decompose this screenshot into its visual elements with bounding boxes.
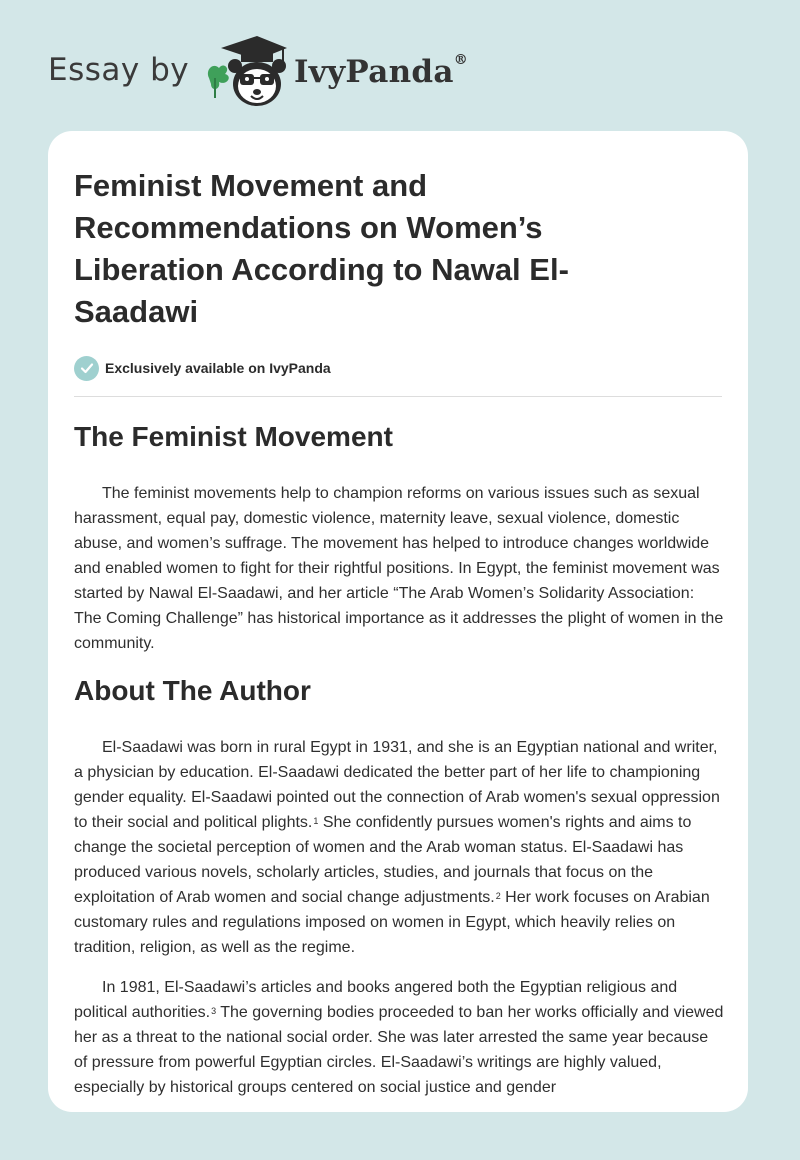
panda-logo-icon[interactable] [203, 34, 289, 110]
paragraph-author-arrest: In 1981, El-Saadawi’s articles and books angered both the Egyptian religious and political authorities.$^3$ The governing bodies proceeded to ban her works officially and viewed her as a threat to the national social order. She was later arrested the same year because of pressure from powerful Egyptian circles. El-Saadawi’s writings are highly valued, especially by historical groups centered on social justice and gender [74, 979, 724, 1096]
exclusive-notice [74, 355, 722, 381]
essay-by-label: Essay by [48, 52, 190, 88]
paragraph-feminist-movement: The feminist movements help to champion reforms on various issues such as sexual harassment, equal pay, domestic violence, maternity leave, sexual violence, domestic abuse, and women’s suffrage. The movement has helped to introduce changes worldwide and enabled women to fight for their rightful positions. In Egypt, the feminist movement was started by Nawal El-Saadawi, and her article “The Arab Women’s Solidarity Association: The Coming Challenge” has historical importance as it addresses the plight of women in the community. [74, 485, 724, 652]
footnote-marker[interactable]: 1 [313, 816, 319, 826]
article-title: Feminist Movement and Recommendations on Women’s Liberation According to Nawal El-Saadawi [74, 168, 569, 329]
article-card [48, 131, 748, 1112]
footnote-marker[interactable]: 3 [211, 1006, 217, 1016]
section-heading-feminist-movement: The Feminist Movement [74, 421, 393, 452]
paragraph-author-bio: El-Saadawi was born in rural Egypt in 1931, and she is an Egyptian national and writer, a physician by education. El-Saadawi dedicated the better part of her life to championing gender equality. El-Saadawi pointed out the connection of Arab women's sexual oppression to their social and political plights.$^1$ She confidently pursues women's rights and aims to change the societal perception of women and the Arab woman status. El-Saadawi has produced various novels, scholarly articles, studies, and journals that focus on the exploitation of Arab women and social change adjustments.$^2$ Her work focuses on Arabian customary rules and regulations imposed on women in Egypt, which heavily relies on tradition, religion, as well as the regime. [74, 739, 720, 956]
exclusive-label: Exclusively available on IvyPanda [105, 360, 331, 376]
divider [74, 396, 722, 397]
check-icon [74, 356, 99, 381]
section-heading-about-author: About The Author [74, 675, 311, 706]
registered-mark: ® [453, 52, 469, 68]
footnote-marker[interactable]: 2 [495, 891, 501, 901]
site-header [48, 34, 548, 110]
brand-name[interactable]: IvyPanda® [294, 52, 469, 90]
